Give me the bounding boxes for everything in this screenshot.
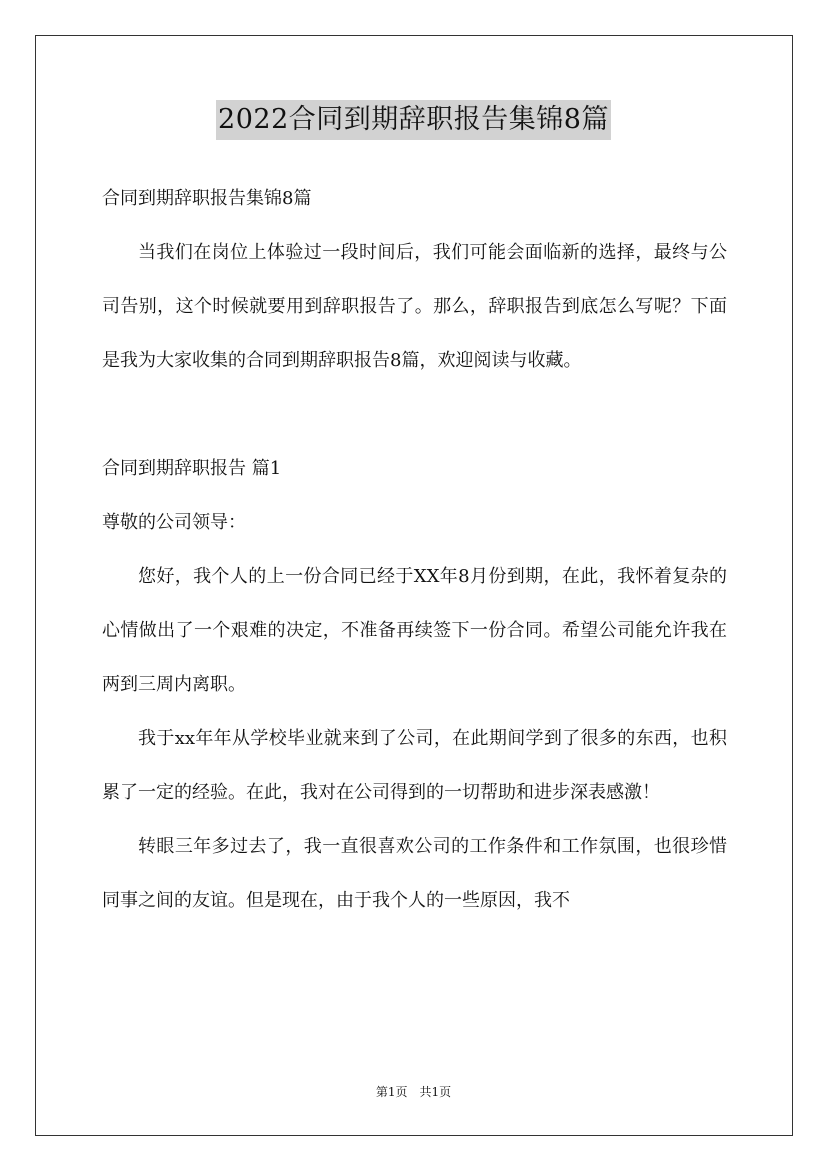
section-spacer <box>102 388 727 442</box>
salutation: 尊敬的公司领导： <box>102 512 246 533</box>
document-subtitle: 合同到期辞职报告集锦8篇 <box>102 188 312 209</box>
title-container <box>0 100 827 140</box>
page-footer: 第1页 共1页 <box>375 1085 452 1099</box>
document-title: 2022合同到期辞职报告集锦8篇 <box>216 100 611 140</box>
document-body <box>102 172 727 928</box>
body-paragraph: 转眼三年多过去了，我一直很喜欢公司的工作条件和工作氛围，也很珍惜同事之间的友谊。但是现在，由于我个人的一些原因，我不 <box>102 836 727 911</box>
body-paragraph: 我于xx年年从学校毕业就来到了公司，在此期间学到了很多的东西，也积累了一定的经验。在此，我对在公司得到的一切帮助和进步深表感激！ <box>102 728 727 803</box>
section-heading: 合同到期辞职报告 篇1 <box>102 458 282 479</box>
intro-paragraph: 当我们在岗位上体验过一段时间后，我们可能会面临新的选择，最终与公司告别，这个时候就要用到辞职报告了。那么，辞职报告到底怎么写呢？下面是我为大家收集的合同到期辞职报告8篇，欢迎阅读与收藏。 <box>102 242 727 371</box>
body-paragraph: 您好，我个人的上一份合同已经于XX年8月份到期，在此，我怀着复杂的心情做出了一个艰难的决定，不准备再续签下一份合同。希望公司能允许我在两到三周内离职。 <box>102 566 727 695</box>
